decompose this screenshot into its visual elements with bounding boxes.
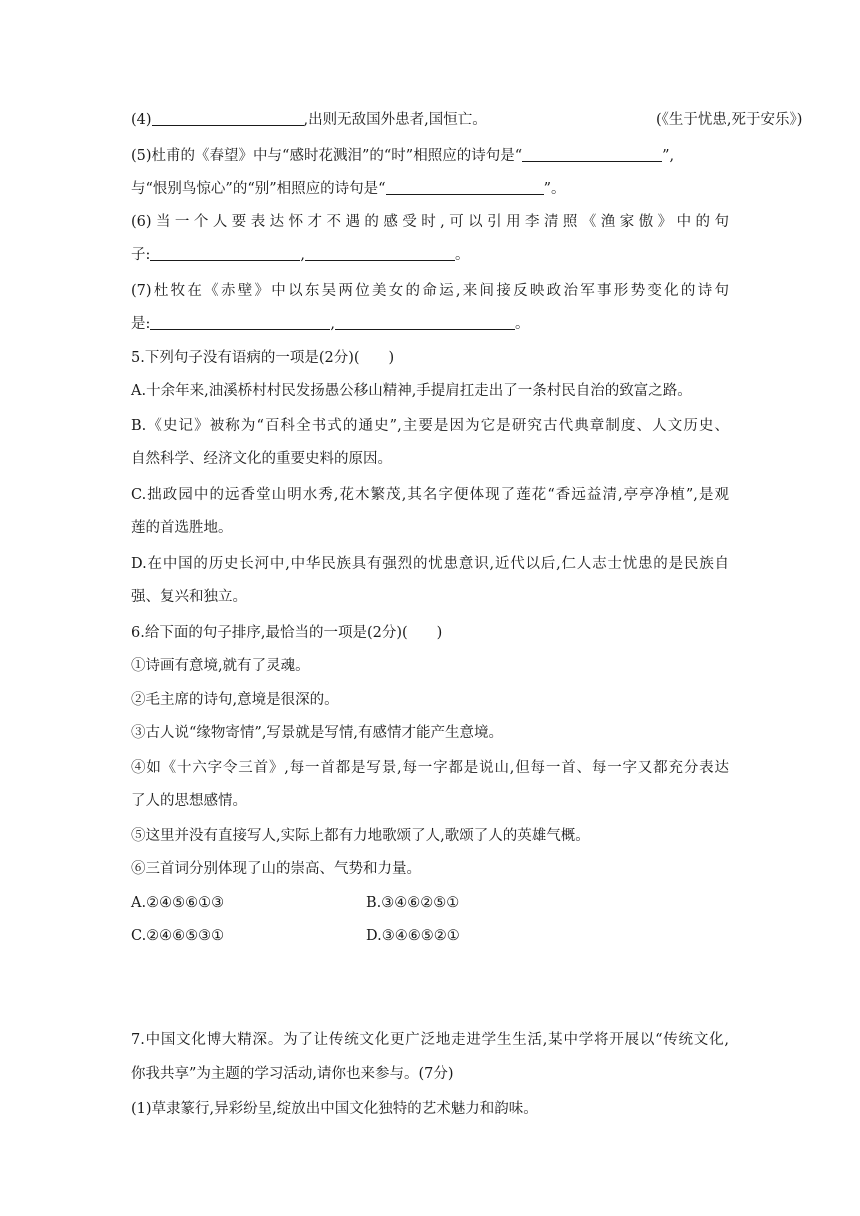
- q5-option-d-line1: [131, 554, 729, 574]
- item-number: (4): [131, 112, 152, 128]
- option-text: C.拙政园中的远香堂山明水秀,花木繁茂,其名字便体现了莲花“香远益清,亭亭净植”,是观: [131, 487, 729, 503]
- q6-sentence-6: ⑥三首词分别体现了山的崇高、气势和力量。: [131, 861, 421, 877]
- q5-option-c-line1: [131, 485, 729, 505]
- item-text: 。: [455, 247, 470, 263]
- sentence-text: ④如《十六字令三首》,每一首都是写景,每一字都是说山,但每一首、每一字又都充分表达: [131, 760, 729, 776]
- item-text: 与“恨别鸟惊心”的“别”相照应的诗句是“: [131, 181, 386, 197]
- stem-text: 7.中国文化博大精深。为了让传统文化更广泛地走进学生生活,某中学将开展以“传统文化,: [131, 1032, 729, 1048]
- option-text: B.《史记》被称为“百科全书式的通史”,主要是因为它是研究古代典章制度、人文历史、: [131, 418, 729, 434]
- q6-option-b: B.③④⑥②⑤①: [366, 895, 460, 911]
- option-text: D.在中国的历史长河中,中华民族具有强烈的忧患意识,近代以后,仁人志士忧患的是民族自: [131, 556, 729, 572]
- source-citation: (《生于忧患,死于安乐》): [656, 112, 803, 128]
- q6-options-row-1: [131, 893, 460, 913]
- q6-stem: 6.给下面的句子排序,最恰当的一项是(2分)( ): [131, 625, 443, 641]
- answer-blank[interactable]: [386, 180, 544, 195]
- answer-blank[interactable]: [150, 315, 330, 330]
- q6-sentence-5: ⑤这里并没有直接写人,实际上都有力地歌颂了人,歌颂了人的英雄气概。: [131, 828, 590, 844]
- item-text: ,: [330, 316, 335, 332]
- item-text: ”,: [662, 148, 675, 164]
- q5-option-d-line2: 强、复兴和独立。: [131, 589, 247, 605]
- q5-stem: 5.下列句子没有语病的一项是(2分)( ): [131, 350, 395, 366]
- answer-blank[interactable]: [150, 246, 300, 261]
- item-text: (5)杜甫的《春望》中与“感时花溅泪”的“时”相照应的诗句是“: [131, 148, 523, 164]
- q7-stem-line2: 你我共享”为主题的学习活动,请你也来参与。(7分): [131, 1066, 454, 1082]
- item-text: 是:: [131, 316, 151, 332]
- q6-option-c: C.②④⑥⑤③①: [131, 928, 225, 944]
- q4-item5-line1: [131, 146, 674, 166]
- item-text: ”。: [543, 181, 566, 197]
- q5-option-c-line2: 莲的首选胜地。: [131, 520, 233, 536]
- q4-item7-line1: [131, 281, 729, 301]
- q4-item7-line2: [131, 314, 530, 334]
- item-text: (7)杜牧在《赤壁》中以东吴两位美女的命运,来间接反映政治军事形势变化的诗句: [131, 283, 729, 299]
- q6-sentence-1: ①诗画有意境,就有了灵魂。: [131, 658, 310, 674]
- q6-sentence-4-line2: 了人的思想感情。: [131, 793, 247, 809]
- answer-blank[interactable]: [335, 315, 515, 330]
- item-text: 子:: [131, 247, 151, 263]
- q5-option-a: A.十余年来,油溪桥村村民发扬愚公移山精神,手提肩扛走出了一条村民自治的致富之路。: [131, 383, 692, 399]
- q6-sentence-4-line1: [131, 758, 729, 778]
- q6-option-d: D.③④⑥⑤②①: [366, 928, 460, 944]
- q4-item6-line2: [131, 245, 470, 265]
- q6-options-row-2: [131, 926, 460, 946]
- answer-blank[interactable]: [305, 246, 455, 261]
- item-text: ,: [300, 247, 305, 263]
- q4-item4: [131, 110, 803, 130]
- q5-option-b-line1: [131, 416, 729, 436]
- q5-option-b-line2: 自然科学、经济文化的重要史料的原因。: [131, 451, 392, 467]
- q7-sub1: (1)草隶篆行,异彩纷呈,绽放出中国文化独特的艺术魅力和韵味。: [131, 1101, 538, 1117]
- q4-item5-line2: [131, 179, 566, 199]
- item-text: (6)当一个人要表达怀才不遇的感受时,可以引用李清照《渔家傲》中的句: [131, 214, 729, 230]
- answer-blank[interactable]: [152, 111, 304, 126]
- q4-item6-line1: [131, 212, 729, 232]
- q7-stem-line1: [131, 1030, 729, 1050]
- q6-sentence-3: ③古人说“缘物寄情”,写景就是写情,有感情才能产生意境。: [131, 725, 504, 741]
- item-text: ,出则无敌国外患者,国恒亡。: [303, 112, 487, 128]
- item-text: 。: [515, 316, 530, 332]
- q6-sentence-2: ②毛主席的诗句,意境是很深的。: [131, 692, 339, 708]
- answer-blank[interactable]: [522, 147, 662, 162]
- q6-option-a: A.②④⑤⑥①③: [131, 895, 225, 911]
